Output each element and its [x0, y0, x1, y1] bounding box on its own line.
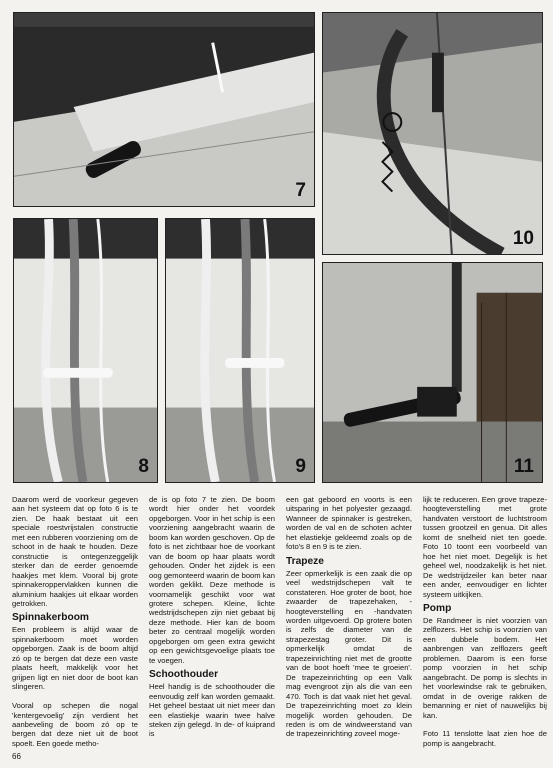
paragraph: lijk te reduceren. Een grove trapeze-hoogteverstelling met grote handvaten verstoort de luchtstroom tussen grootzeil en genua. Dit alles komt de snelheid niet ten goede. Foto 10 toont een voorbeeld van hoe het niet moet. Degelijk is het geheel wel, noodzakelijk is het niet. De wedstrijdzeiler kan beter naar een ander, eenvoudiger en lichter systeem uitkijken.: [423, 495, 547, 599]
photo-number: 7: [295, 180, 306, 201]
photo-8: [13, 218, 158, 483]
paragraph: Vooral op schepen die nogal 'kentergevoelig' zijn verdient het aanbeveling de boom zó op te bergen dat deze niet uit de boot spoelt. Een goede metho-: [12, 701, 138, 748]
photo-9: [165, 218, 315, 483]
text-column-4: [423, 495, 547, 748]
section-heading-pomp: Pomp: [423, 602, 452, 614]
text-column-3: [286, 495, 412, 739]
photo-number: 10: [512, 228, 534, 249]
text-column-2: [149, 495, 275, 739]
paragraph: Zeer opmerkelijk is een zaak die op veel wedstrijdschepen valt te constateren. Hoe groter de boot, hoe zwaarder de trapezehaken, -hoogteverstelling en -handvaten worden uitgevoerd. Op grotere boten is zelfs de diameter van de strapezestag groter. Dit is opmerkelijk omdat de trapezeinrichting niet met de grootte van de boot hoeft 'mee te groeien'. De trapezeinrichting op een Valk mag evengroot zijn als die van een 470. Toch is dat vaak niet het geval. De trapezeinrichting moet zo klein mogelijk worden gehouden. De reden is om de windweerstand van de trapezeinrichting zoveel moge-: [286, 568, 412, 739]
paragraph: Daarom werd de voorkeur gegeven aan het systeem dat op foto 6 is te zien. De haak bestaat uit een speciale roestvrijstalen constructie met een rubberen voorziening om de schoot in de haak te houden. Deze constructie is ontegenzeggelijk sterker dan de eerder genoemde haakjes met klem. Vooral bij grote spinnakeroppervlakken kunnen die aluminium haakjes uit elkaar worden getrokken.: [12, 495, 138, 608]
paragraph: De Randmeer is niet voorzien van zelflozers. Het schip is voorzien van een dubbele bodem. Het aanbrengen van zelflozers geeft problemen. Daarom is een forse pomp voorzien in het schip aangebracht. De pomp is slechts in het voorlewindse rak te gebruiken, omdat in de overige rakken de bemanning er niet of nauwelijks bij kan.: [423, 615, 547, 720]
photo-number: 9: [295, 456, 306, 477]
photo-7: [13, 12, 315, 207]
section-heading-spinnakerboom: Spinnakerboom: [12, 612, 89, 624]
section-heading-schoothouder: Schoothouder: [149, 669, 219, 681]
paragraph: de is op foto 7 te zien. De boom wordt hier onder het voordek opgeborgen. Voor in het schip is een voorziening aangebracht waarin de boom kan worden geschoven. Op de foto is net zichtbaar hoe de voorkant van de boom op haar plaats wordt gehouden. Onder het zijdek is een oog gemonteerd waarin de boom kan worden geklikt. Deze methode is voornamelijk geschikt voor wat grotere schepen. Kleine, lichte wedstrijdschepen zijn niet gebaat bij deze methode. Hier kan de boom beter zo centraal mogelijk worden opgeborgen om geen extra gewicht op een gewichtsgevoelige plaats toe te voegen.: [149, 495, 275, 665]
photo-number: 11: [513, 456, 534, 477]
section-heading-trapeze: Trapeze: [286, 555, 324, 567]
photo-number: 8: [138, 456, 149, 477]
photo-10: [322, 12, 543, 255]
paragraph: Foto 11 tenslotte laat zien hoe de pomp is aangebracht.: [423, 729, 547, 748]
paragraph: een gat geboord en voorts is een uitsparing in het polyester gezaagd. Wanneer de spinnaker is gestreken, worden de val en de schoten achter het elastiekje gekleemd zoals op de foto's 8 en 9 is te zien.: [286, 495, 412, 552]
paragraph: Heel handig is de schoothouder die eenvoudig zelf kan worden gemaakt. Het geheel bestaat uit niet meer dan een elastiekje waarin twee halve steken zijn gelegd. In de- of kuiprand is: [149, 682, 275, 739]
paragraph: Een probleem is altijd waar de spinnakerboom moet worden opgeborgen. Zaak is de boom altijd zó op te bergen dat deze een vaste plaats heeft, makkelijk voor het grijpen ligt en niet door de boot kan slingeren.: [12, 625, 138, 692]
photo-11: [322, 262, 543, 483]
page-number: 66: [12, 752, 21, 761]
text-column-1: [12, 495, 138, 748]
